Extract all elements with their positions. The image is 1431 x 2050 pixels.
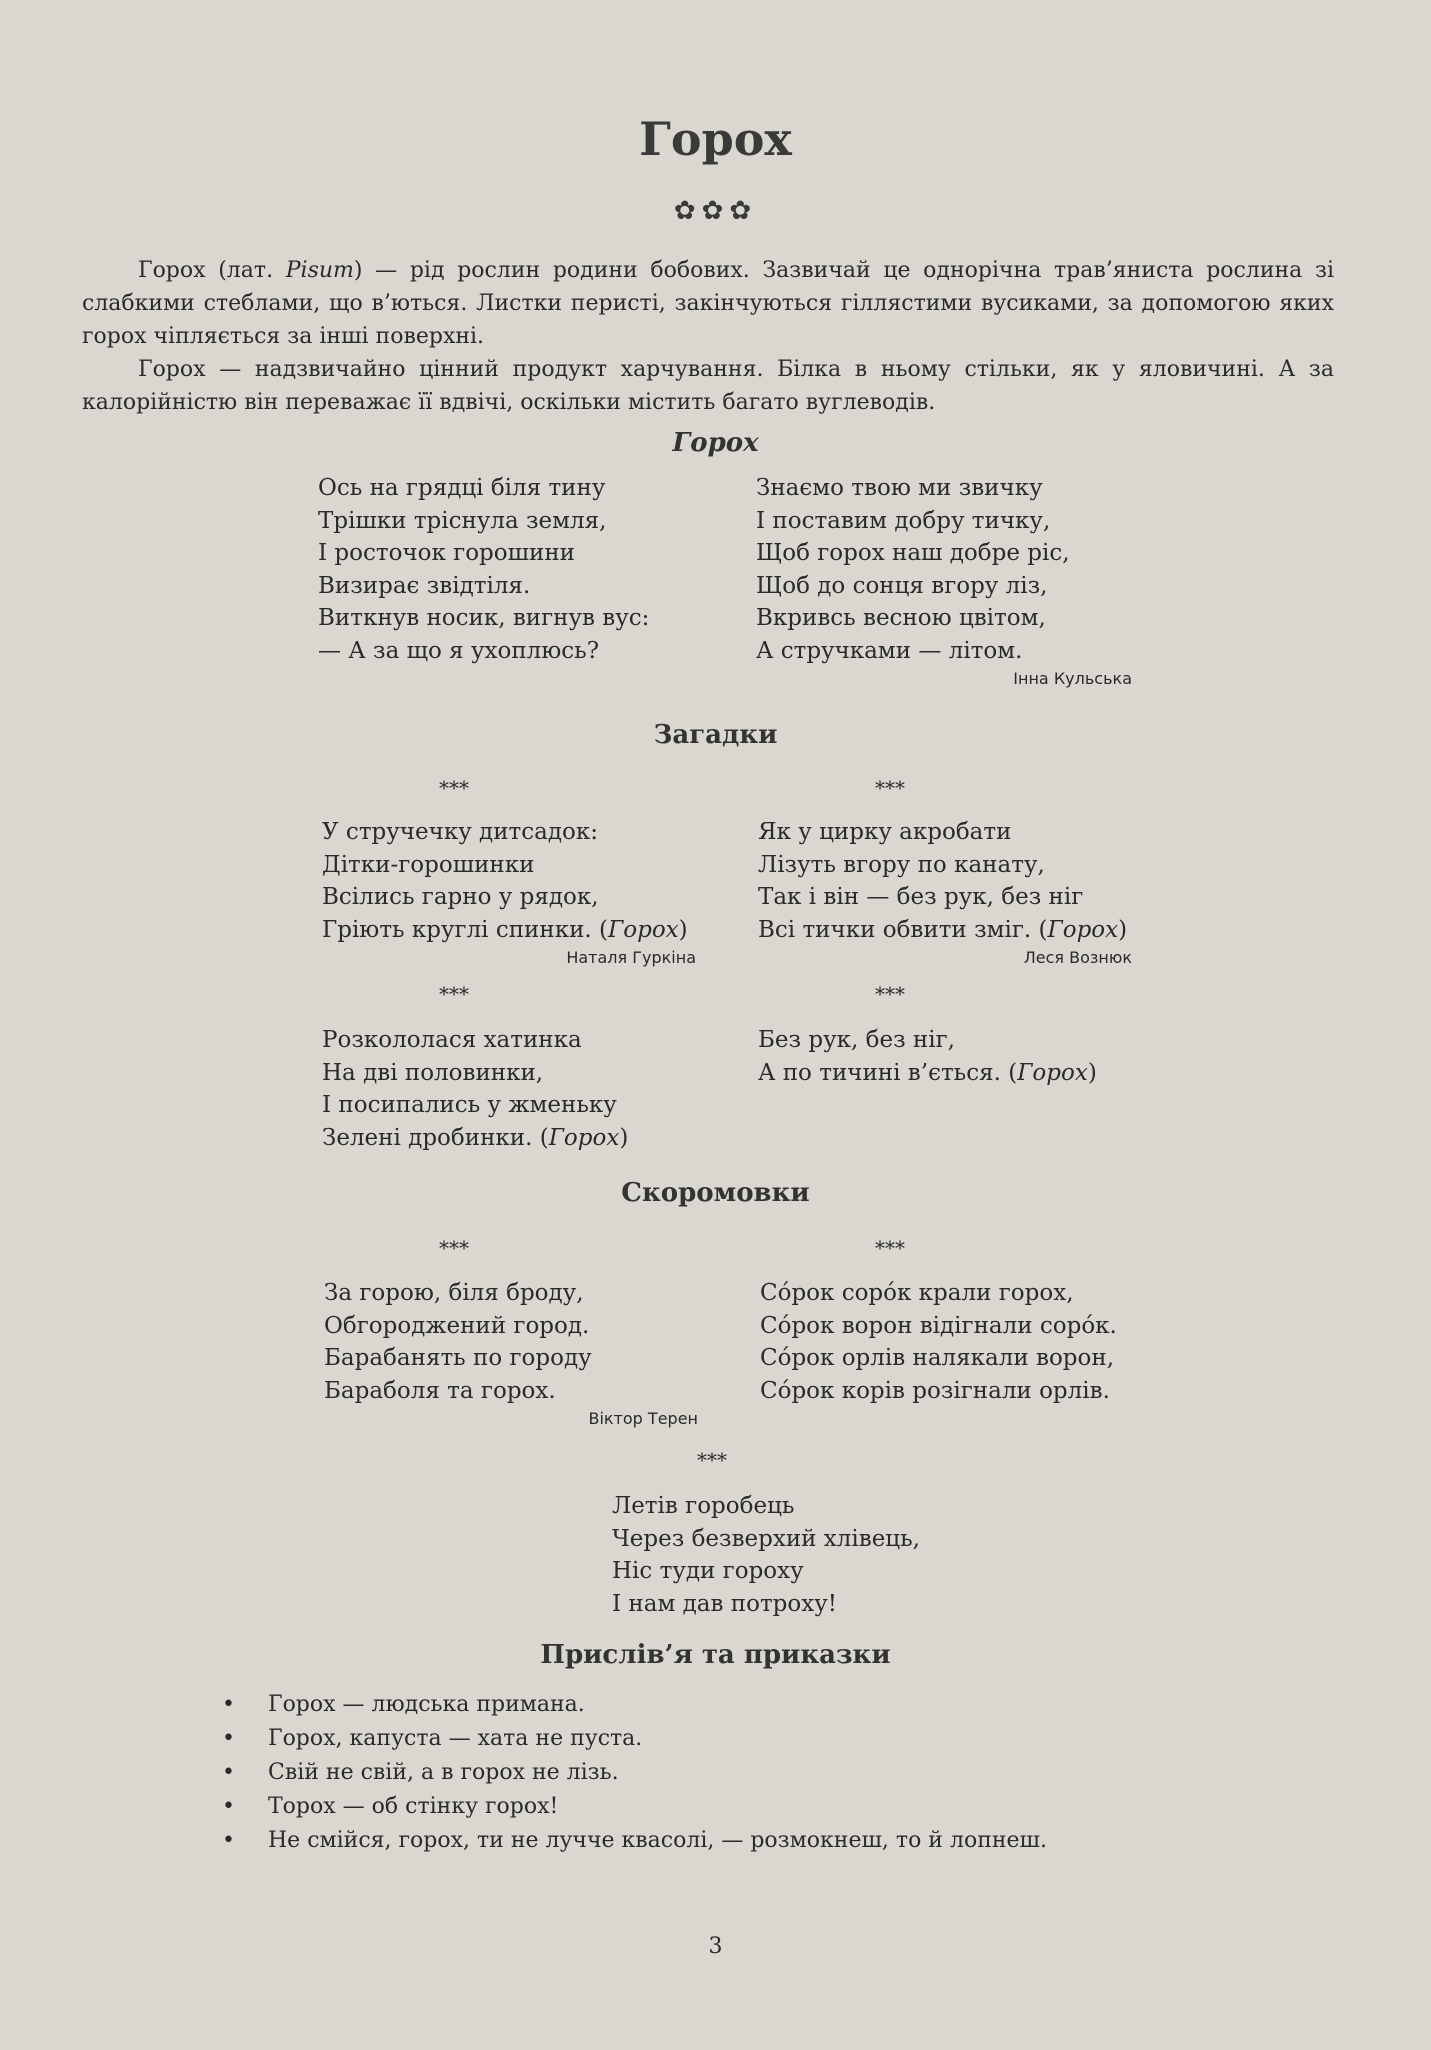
- verse-line: Сóрок ворон відігнали сорóк.: [760, 1312, 1117, 1339]
- intro-paragraph-1: Горох (лат. Pisum) — рід рослин родини бобових. Зазвичай це однорічна трав’яниста рослина зі слабкими стеблами, що в’ються. Листки перисті, закінчуються гіллястими вусиками, за допомогою яких горох чіпляється за інші поверхні.: [82, 258, 1335, 349]
- verse-line: Дітки-горошинки: [322, 851, 535, 878]
- asterism: ***: [875, 982, 905, 1006]
- intro-paragraph-2: Горох — надзвичайно цінний продукт харчування. Білка в ньому стільки, як у яловичині. А за калорійністю він переважає її вдвічі, оскільки містить багато вуглеводів.: [82, 357, 1334, 415]
- list-item: • Свій не свій, а в горох не лізь.: [220, 1756, 1047, 1790]
- proverbs-heading: Прислів’я та приказки: [540, 1640, 891, 1670]
- verse-line: Всі тички обвити зміг. (Горох): [758, 916, 1128, 943]
- poem-title: Горох: [672, 428, 759, 458]
- proverbs-list: [220, 1688, 1047, 1858]
- page-title: Горох: [639, 112, 792, 166]
- verse-line: І росточок горошини: [318, 540, 575, 566]
- verse-line: Зелені дробинки. (Горох): [322, 1124, 629, 1151]
- verse-line: А по тичині в’ється. (Горох): [758, 1059, 1097, 1086]
- poem-author: Інна Кульська: [1013, 669, 1132, 688]
- verse-line: Обгороджений город.: [324, 1312, 590, 1339]
- asterism: ***: [439, 982, 469, 1006]
- verse-line: Щоб горох наш добре ріс,: [756, 540, 1070, 566]
- verse-line: Сóрок сорóк крали горох,: [760, 1280, 1074, 1306]
- riddle-answer: Горох: [548, 1124, 620, 1151]
- verse-line: І поставим добру тичку,: [756, 507, 1051, 534]
- asterism: ***: [875, 1236, 905, 1260]
- tongue-twisters-heading: Скоромовки: [621, 1178, 810, 1208]
- list-item: • Не смійся, горох, ти не лучче квасолі, — розмокнеш, то й лопнеш.: [220, 1824, 1047, 1858]
- verse-line: Ось на грядці біля тину: [318, 475, 606, 501]
- list-item: • Торох — об стінку горох!: [220, 1790, 1047, 1824]
- verse-line: Гріють круглі спинки. (Горох): [322, 916, 688, 943]
- verse-line: Бараболя та горох.: [324, 1377, 556, 1404]
- verse-line: Виткнув носик, вигнув вус:: [318, 605, 650, 631]
- verse-line: Визирає звідтіля.: [318, 572, 531, 599]
- riddles-heading: Загадки: [653, 720, 778, 750]
- riddle-answer: Горох: [1017, 1059, 1088, 1086]
- riddle-answer: Горох: [608, 916, 679, 943]
- intro-text: [82, 254, 1334, 419]
- riddle-2: [758, 816, 1127, 946]
- asterism: ***: [439, 1236, 469, 1260]
- verse-line: — А за що я ухоплюсь?: [318, 637, 600, 664]
- verse-line: Всілись гарно у рядок,: [322, 884, 599, 910]
- verse-line: На дві половинки,: [322, 1059, 544, 1086]
- riddle-4: [758, 1024, 1097, 1089]
- poem-right-stanza: [756, 472, 1070, 667]
- verse-line: За горою, біля броду,: [324, 1280, 584, 1306]
- list-item: • Горох — людська примана.: [220, 1688, 1047, 1722]
- verse-line: Трішки тріснула земля,: [318, 507, 607, 534]
- verse-line: Сóрок корів розігнали орлів.: [760, 1377, 1110, 1404]
- verse-line: Ніс туди гороху: [612, 1558, 804, 1584]
- verse-line: Вкривсь весною цвітом,: [756, 605, 1046, 631]
- verse-line: Лізуть вгору по канату,: [758, 851, 1045, 878]
- riddle-2-author: Леся Вознюк: [1023, 948, 1132, 967]
- tongue-twister-2: [760, 1277, 1117, 1407]
- verse-line: Так і він — без рук, без ніг: [758, 884, 1084, 910]
- riddle-3: [322, 1024, 628, 1154]
- verse-line: Як у цирку акробати: [758, 819, 1012, 845]
- tongue-twister-3: [612, 1490, 920, 1620]
- riddle-answer: Горох: [1047, 916, 1119, 943]
- page-number: 3: [708, 1934, 723, 1959]
- list-item: • Горох, капуста — хата не пуста.: [220, 1722, 1047, 1756]
- verse-line: Барабанять по городу: [324, 1345, 592, 1371]
- verse-line: У стручечку дитсадок:: [322, 819, 598, 845]
- verse-line: А стручками — літом.: [756, 637, 1023, 664]
- asterism: ***: [875, 776, 905, 800]
- flower-ornament-icon: ✿✿✿: [673, 196, 758, 226]
- asterism: ***: [697, 1448, 727, 1472]
- tongue-twister-1: [324, 1277, 592, 1407]
- verse-line: Через безверхий хлівець,: [612, 1525, 920, 1552]
- verse-line: І нам дав потроху!: [612, 1590, 837, 1617]
- riddle-1: [322, 816, 688, 946]
- riddle-1-author: Наталя Гуркіна: [566, 948, 696, 967]
- verse-line: І посипались у жменьку: [322, 1092, 617, 1118]
- verse-line: Сóрок орлів налякали ворон,: [760, 1345, 1115, 1371]
- verse-line: Щоб до сонця вгору ліз,: [756, 572, 1048, 599]
- verse-line: Знаємо твою ми звичку: [756, 475, 1043, 501]
- verse-line: Без рук, без ніг,: [758, 1027, 955, 1053]
- poem-left-stanza: [318, 472, 649, 667]
- asterism: ***: [439, 776, 469, 800]
- verse-line: Розкололася хатинка: [322, 1027, 582, 1053]
- verse-line: Летів горобець: [612, 1493, 795, 1519]
- latin-name: Pisum: [285, 258, 354, 283]
- tongue-twister-1-author: Віктор Терен: [588, 1409, 698, 1428]
